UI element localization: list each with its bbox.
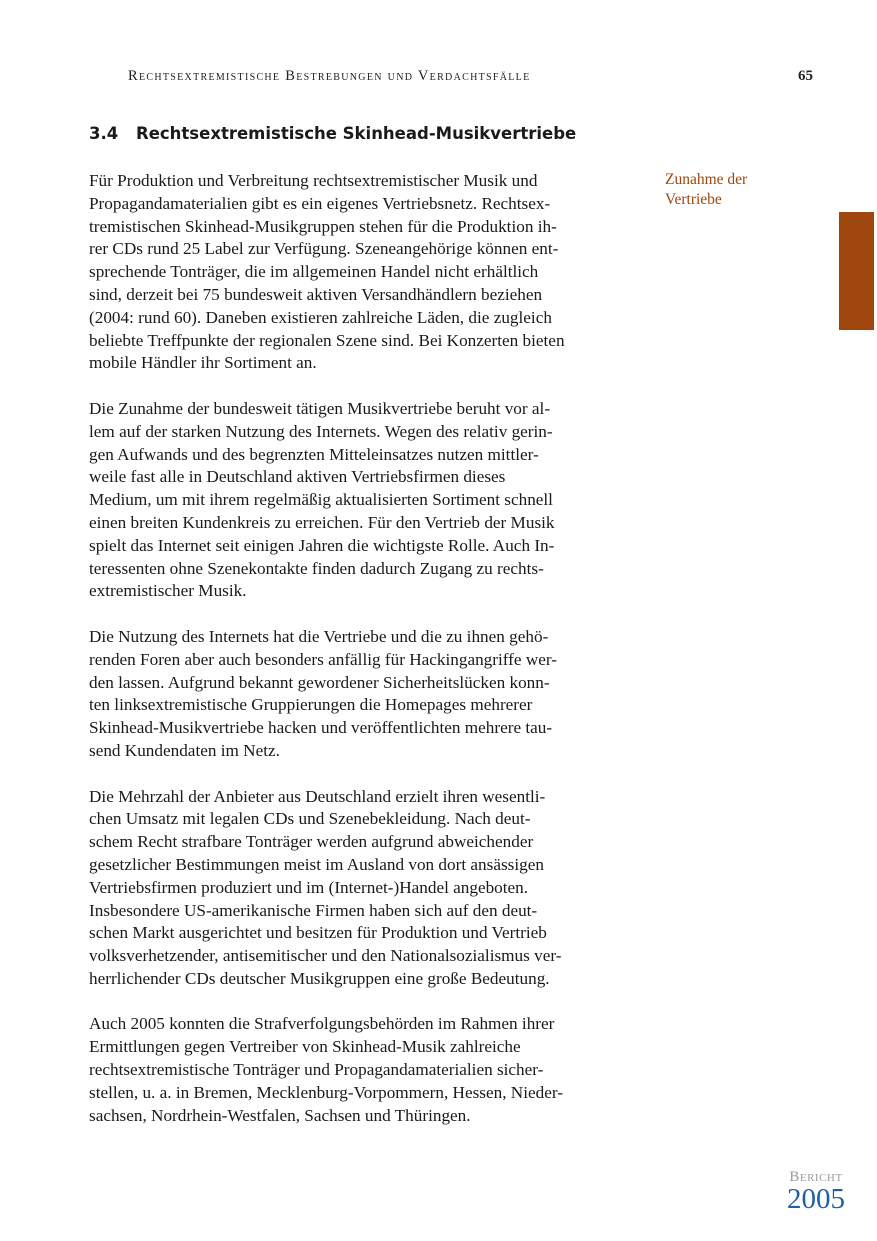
text-line: weile fast alle in Deutschland aktiven Vertriebsfirmen dieses (89, 467, 506, 487)
paragraph-4 (89, 786, 649, 991)
text-line: gesetzlicher Bestimmungen meist im Ausland von dort ansässigen (89, 854, 544, 874)
running-header: Rechtsextremistische Bestrebungen und Verdachtsfälle (128, 68, 531, 84)
text-line: tremistischen Skinhead-Musikgruppen stehen für die Produktion ih- (89, 216, 557, 236)
text-line: einen breiten Kundenkreis zu erreichen. Für den Vertrieb der Musik (89, 512, 555, 532)
text-line: Propagandamaterialien gibt es ein eigenes Vertriebsnetz. Rechtsex- (89, 193, 551, 213)
text-line: schem Recht strafbare Tonträger werden aufgrund abweichender (89, 832, 534, 852)
text-line: Für Produktion und Verbreitung rechtsextremistischer Musik und (89, 171, 538, 190)
text-line: chen Umsatz mit legalen CDs und Szenebekleidung. Nach deut- (89, 809, 531, 829)
text-line: Die Mehrzahl der Anbieter aus Deutschland erzielt ihren wesentli- (89, 786, 546, 806)
text-line: lem auf der starken Nutzung des Internets. Wegen des relativ gerin- (89, 421, 553, 441)
report-logo (787, 1168, 845, 1215)
chapter-marker-tab (839, 212, 874, 330)
section-number: 3.4 (89, 124, 119, 143)
text-line: Insbesondere US-amerikanische Firmen haben sich auf den deut- (89, 900, 538, 920)
margin-note-line: Vertriebe (665, 191, 722, 208)
text-line: Die Zunahme der bundesweit tätigen Musikvertriebe beruht vor al- (89, 398, 551, 418)
text-line: teressenten ohne Szenekontakte finden dadurch Zugang zu rechts- (89, 558, 544, 578)
text-line: Skinhead-Musikvertriebe hacken und veröffentlichten mehrere tau- (89, 718, 553, 738)
text-line: rechtsextremistische Tonträger und Propagandamaterialien sicher- (89, 1060, 544, 1080)
text-line: mobile Händler ihr Sortiment an. (89, 353, 317, 373)
text-line: sprechende Tonträger, die im allgemeinen Handel nicht erhältlich (89, 262, 539, 282)
text-line: extremistischer Musik. (89, 581, 247, 601)
paragraph-3 (89, 626, 649, 763)
margin-note-line: Zunahme der (665, 171, 748, 188)
page-number: 65 (798, 68, 813, 84)
body-text (89, 170, 649, 1150)
text-line: renden Foren aber auch besonders anfällig für Hackingangriffe wer- (89, 649, 557, 669)
text-line: Ermittlungen gegen Vertreiber von Skinhead-Musik zahlreiche (89, 1037, 521, 1057)
text-line: stellen, u. a. in Bremen, Mecklenburg-Vorpommern, Hessen, Nieder- (89, 1082, 563, 1102)
paragraph-5 (89, 1013, 649, 1127)
text-line: Auch 2005 konnten die Strafverfolgungsbehörden im Rahmen ihrer (89, 1014, 555, 1034)
section-title: Rechtsextremistische Skinhead-Musikvertriebe (136, 124, 577, 143)
text-line: Vertriebsfirmen produziert und im (Internet-)Handel angeboten. (89, 877, 529, 897)
text-line: ten linksextremistische Gruppierungen die Homepages mehrerer (89, 695, 533, 715)
text-line: (2004: rund 60). Daneben existieren zahlreiche Läden, die zugleich (89, 307, 552, 327)
text-line: volksverhetzender, antisemitischer und den Nationalsozialismus ver- (89, 946, 562, 966)
text-line: spielt das Internet seit einigen Jahren die wichtigste Rolle. Auch In- (89, 535, 555, 555)
text-line: herrlichender CDs deutscher Musikgruppen eine große Bedeutung. (89, 968, 550, 988)
text-line: schen Markt ausgerichtet und besitzen für Produktion und Vertrieb (89, 923, 547, 943)
report-logo-word: Bericht (789, 1169, 843, 1185)
text-line: sachsen, Nordrhein-Westfalen, Sachsen und Thüringen. (89, 1105, 471, 1125)
paragraph-2 (89, 398, 649, 603)
text-line: Die Nutzung des Internets hat die Vertriebe und die zu ihnen gehö- (89, 626, 549, 646)
section-heading (89, 124, 576, 143)
text-line: den lassen. Aufgrund bekannt gewordener Sicherheitslücken konn- (89, 672, 550, 692)
text-line: send Kundendaten im Netz. (89, 740, 280, 760)
margin-note (665, 170, 815, 210)
report-logo-year: 2005 (787, 1183, 845, 1215)
text-line: gen Aufwands und des begrenzten Mitteleinsatzes nutzen mittler- (89, 444, 539, 464)
text-line: rer CDs rund 25 Label zur Verfügung. Szeneangehörige können ent- (89, 239, 559, 259)
text-line: sind, derzeit bei 75 bundesweit aktiven Versandhändlern beziehen (89, 284, 543, 304)
text-line: beliebte Treffpunkte der regionalen Szene sind. Bei Konzerten bieten (89, 330, 565, 350)
text-line: Medium, um mit ihrem regelmäßig aktualisierten Sortiment schnell (89, 490, 553, 510)
paragraph-1 (89, 170, 649, 375)
